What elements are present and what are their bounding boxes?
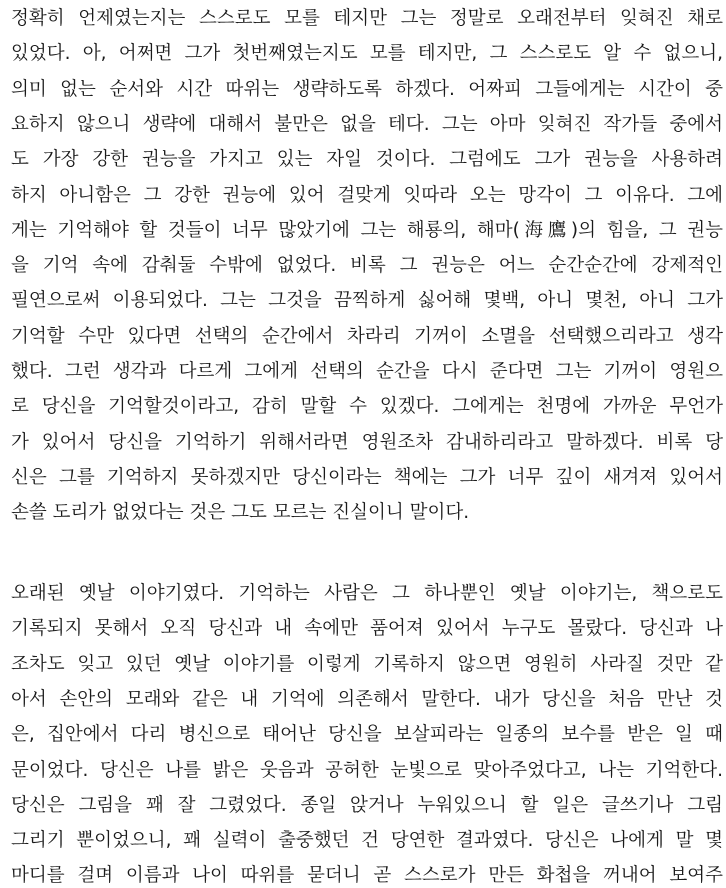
text-line: 은, 집안에서 다리 병신으로 태어난 당신을 보살피라는 일종의 보수를 받은 일 때 [11, 724, 723, 746]
text-line: 의미 없는 순서와 시간 따위는 생략하도록 하겠다. 어짜피 그들에게는 시간이 중 [11, 78, 723, 100]
text-line: 조차도 잊고 있던 옛날 이야기를 이렇게 기록하지 않으면 영원히 사라질 것만 같 [11, 653, 723, 675]
text-line: 손쓸 도리가 없었다는 것은 그도 모르는 진실이니 말이다. [11, 502, 470, 524]
text-line: 아서 손안의 모래와 같은 내 기억에 의존해서 말한다. 내가 당신을 처음 만난 것 [11, 688, 723, 710]
text-line: 필연으로써 이용되었다. 그는 그것을 끔찍하게 싫어해 몇백, 아니 몇천, 아니 그가 [11, 290, 723, 312]
text-line: 가 있어서 당신을 기억하기 위해서라면 영원조차 감내하리라고 말하겠다. 비록 당 [11, 431, 723, 453]
text-line: 당신은 그림을 꽤 잘 그렸었다. 종일 앉거나 누워있으니 할 일은 글쓰기나 그림 [11, 794, 723, 816]
text-line: 그리기 뿐이었으니, 꽤 실력이 출중했던 건 당연한 결과였다. 당신은 나에게 말 몇 [11, 830, 723, 852]
text-line: 문이었다. 당신은 나를 밝은 웃음과 공허한 눈빛으로 맞아주었다고, 나는 기억한다. [11, 759, 723, 781]
text-line: 기억할 수만 있다면 선택의 순간에서 차라리 기꺼이 소멸을 선택했으리라고 생각 [11, 325, 723, 347]
text-line: 도 가장 강한 권능을 가지고 있는 자일 것이다. 그럼에도 그가 권능을 사용하려 [11, 149, 723, 171]
text-line: 마디를 걸며 이름과 나이 따위를 묻더니 곧 스스로가 만든 화첩을 꺼내어 보여주 [11, 865, 723, 887]
text-line: 오래된 옛날 이야기였다. 기억하는 사람은 그 하나뿐인 옛날 이야기는, 책으로도 [11, 583, 723, 604]
text-line: 정확히 언제였는지는 스스로도 모를 테지만 그는 정말로 오래전부터 잊혀진 채로 [11, 8, 723, 29]
text-line: 했다. 그런 생각과 다르게 그에게 선택의 순간을 다시 준다면 그는 기꺼이 영원으 [11, 361, 723, 382]
text-line: 신은 그를 기억하지 못하겠지만 당신이라는 책에는 그가 너무 깊이 새겨져 있어서 [11, 466, 723, 488]
text-line: 하지 아니함은 그 강한 권능에 있어 걸맞게 잇따라 오는 망각이 그 이유다. 그에 [11, 184, 723, 206]
text-line: 기록되지 못해서 오직 당신과 내 속에만 품어져 있어서 누구도 몰랐다. 당신과 나 [11, 618, 723, 640]
text-line: 로 당신을 기억할것이라고, 감히 말할 수 있겠다. 그에게는 천명에 가까운 무언가 [11, 396, 723, 418]
text-line: 을 기억 속에 감춰둘 수밖에 없었다. 비록 그 권능은 어느 순간순간에 강제적인 [11, 255, 723, 277]
text-line: 요하지 않으니 생략에 대해서 불만은 없을 테다. 그는 아마 잊혀진 작가들 중에서 [11, 113, 723, 135]
text-line: 있었다. 아, 어쩌면 그가 첫번째였는지도 모를 테지만, 그 스스로도 알 수 없으니, [11, 43, 723, 65]
text-line: 게는 기억해야 할 것들이 너무 많았기에 그는 해룡의, 해마(海鷹)의 힘을, 그 권능 [11, 219, 723, 241]
